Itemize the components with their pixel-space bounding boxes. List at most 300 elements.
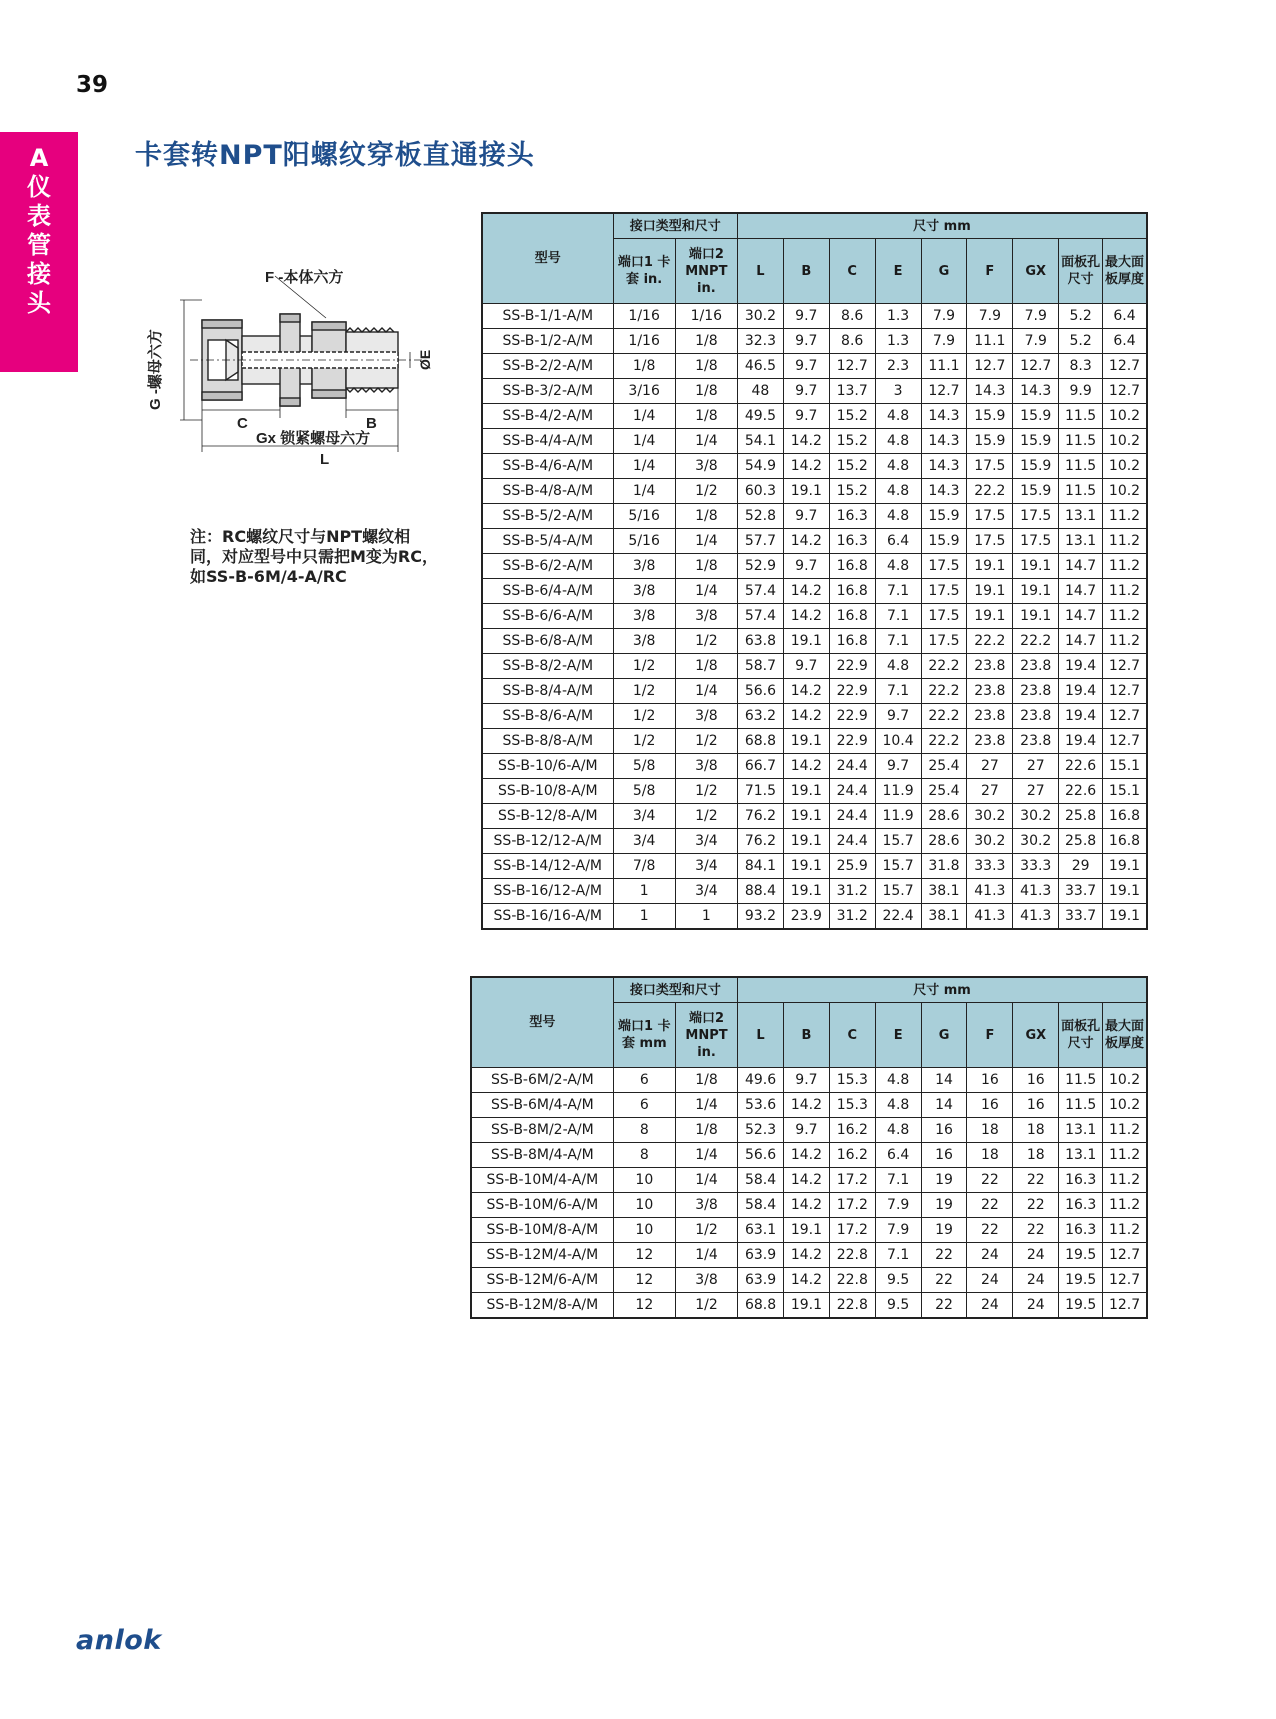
table-cell: 15.2	[829, 404, 875, 429]
model-cell: SS-B-4/2-A/M	[482, 404, 613, 429]
table-cell: 7.9	[1013, 329, 1059, 354]
table-cell: 12.7	[1103, 379, 1147, 404]
table-cell: 22.4	[875, 904, 921, 930]
col-model: 型号	[482, 213, 613, 304]
table-row	[482, 904, 1147, 930]
table-cell: 3/8	[613, 554, 675, 579]
diagram-label-c: C	[237, 415, 248, 432]
table-cell: 29	[1059, 854, 1103, 879]
table-cell: 15.1	[1103, 754, 1147, 779]
table-cell: 14.2	[783, 1268, 829, 1293]
table-cell: 14.2	[783, 429, 829, 454]
table-row	[482, 504, 1147, 529]
table-cell: 57.7	[737, 529, 783, 554]
table-cell: 3/4	[675, 829, 737, 854]
table-cell: 12.7	[1103, 679, 1147, 704]
table-cell: 12.7	[1103, 1293, 1147, 1319]
table-row	[482, 704, 1147, 729]
table-cell: 17.5	[967, 454, 1013, 479]
model-cell: SS-B-4/4-A/M	[482, 429, 613, 454]
table-cell: 30.2	[967, 804, 1013, 829]
table-cell: 9.7	[783, 329, 829, 354]
table-cell: 16.8	[1103, 829, 1147, 854]
table-cell: 31.2	[829, 904, 875, 930]
col-dim-c: C	[829, 239, 875, 304]
table-cell: 54.1	[737, 429, 783, 454]
table-cell: 1/4	[675, 1168, 737, 1193]
table-cell: 14.2	[783, 1193, 829, 1218]
table-cell: 49.5	[737, 404, 783, 429]
brand-logo: anlok	[76, 1625, 162, 1656]
table-cell: 3/8	[675, 604, 737, 629]
table-cell: 8.3	[1059, 354, 1103, 379]
table-cell: 17.5	[921, 629, 967, 654]
table-cell: 41.3	[967, 879, 1013, 904]
table-cell: 58.4	[738, 1168, 784, 1193]
table-cell: 93.2	[737, 904, 783, 930]
table-cell: 24	[1013, 1243, 1059, 1268]
table-cell: 63.9	[738, 1243, 784, 1268]
table-cell: 11.9	[875, 804, 921, 829]
table-cell: 17.5	[1013, 529, 1059, 554]
table-cell: 7.9	[967, 304, 1013, 329]
table-cell: 19.5	[1059, 1243, 1103, 1268]
table-cell: 24	[967, 1293, 1013, 1319]
table-cell: 19.5	[1059, 1293, 1103, 1319]
table-cell: 10	[613, 1168, 675, 1193]
table-cell: 63.9	[738, 1268, 784, 1293]
table-cell: 12.7	[967, 354, 1013, 379]
col-model: 型号	[471, 977, 613, 1068]
table-cell: 1/16	[613, 304, 675, 329]
table-cell: 22	[967, 1193, 1013, 1218]
model-cell: SS-B-12M/6-A/M	[471, 1268, 613, 1293]
table-cell: 22.9	[829, 729, 875, 754]
table-cell: 9.7	[875, 754, 921, 779]
table-cell: 9.7	[783, 1068, 829, 1093]
table-cell: 17.5	[967, 529, 1013, 554]
table-row	[471, 1093, 1147, 1118]
model-cell: SS-B-10M/6-A/M	[471, 1193, 613, 1218]
table-cell: 5.2	[1059, 329, 1103, 354]
table-cell: 9.7	[783, 354, 829, 379]
table-cell: 22	[1013, 1193, 1059, 1218]
table-cell: 1/2	[613, 729, 675, 754]
table-cell: 41.3	[967, 904, 1013, 930]
table-cell: 7.1	[875, 629, 921, 654]
table-cell: 33.7	[1059, 879, 1103, 904]
table-cell: 13.1	[1059, 1143, 1103, 1168]
table-row	[471, 1168, 1147, 1193]
model-cell: SS-B-16/16-A/M	[482, 904, 613, 930]
table-row	[482, 629, 1147, 654]
table-cell: 23.8	[967, 679, 1013, 704]
spec-table-inch	[481, 212, 1148, 930]
table-cell: 15.2	[829, 479, 875, 504]
model-cell: SS-B-14/12-A/M	[482, 854, 613, 879]
table-cell: 22	[921, 1243, 967, 1268]
table-cell: 14.3	[967, 379, 1013, 404]
table-cell: 4.8	[875, 429, 921, 454]
table-cell: 17.2	[829, 1168, 875, 1193]
table-cell: 4.8	[875, 454, 921, 479]
table-cell: 1/4	[675, 1093, 737, 1118]
table-cell: 22.2	[921, 654, 967, 679]
table-cell: 63.1	[738, 1218, 784, 1243]
table-cell: 5/16	[613, 504, 675, 529]
table-row	[482, 729, 1147, 754]
table-row	[482, 479, 1147, 504]
table-row	[471, 1118, 1147, 1143]
table-cell: 13.1	[1059, 529, 1103, 554]
table-cell: 22.9	[829, 679, 875, 704]
table-cell: 17.5	[1013, 504, 1059, 529]
table-cell: 1/2	[675, 1293, 737, 1319]
table-cell: 10.4	[875, 729, 921, 754]
table-cell: 38.1	[921, 879, 967, 904]
table-cell: 1/8	[675, 1068, 737, 1093]
table-cell: 11.2	[1103, 1168, 1147, 1193]
fitting-diagram	[140, 260, 470, 490]
table-cell: 56.6	[738, 1143, 784, 1168]
table-cell: 14.7	[1059, 629, 1103, 654]
model-cell: SS-B-8/4-A/M	[482, 679, 613, 704]
table-cell: 15.9	[1013, 404, 1059, 429]
model-cell: SS-B-5/2-A/M	[482, 504, 613, 529]
table-cell: 84.1	[737, 854, 783, 879]
table-cell: 1/4	[613, 429, 675, 454]
table-cell: 11.2	[1103, 529, 1147, 554]
table-cell: 22	[921, 1268, 967, 1293]
table-cell: 1/8	[675, 379, 737, 404]
table-cell: 12.7	[1103, 354, 1147, 379]
table-cell: 7.1	[875, 1168, 921, 1193]
table-cell: 14.2	[783, 579, 829, 604]
table-cell: 3/4	[675, 879, 737, 904]
table-cell: 1.3	[875, 304, 921, 329]
table-cell: 24.4	[829, 754, 875, 779]
table-row	[471, 1193, 1147, 1218]
table-cell: 16	[921, 1118, 967, 1143]
table-cell: 24	[1013, 1268, 1059, 1293]
table-cell: 19.4	[1059, 679, 1103, 704]
table-cell: 14.2	[783, 529, 829, 554]
table-cell: 4.8	[875, 504, 921, 529]
table-cell: 24	[967, 1268, 1013, 1293]
table-cell: 7.9	[921, 329, 967, 354]
table-cell: 17.2	[829, 1218, 875, 1243]
table-cell: 1/2	[675, 1218, 737, 1243]
col-group-port: 接口类型和尺寸	[613, 977, 737, 1003]
section-tab-char: 管	[27, 231, 51, 259]
model-cell: SS-B-10M/4-A/M	[471, 1168, 613, 1193]
table-cell: 12	[613, 1243, 675, 1268]
table-cell: 15.3	[829, 1093, 875, 1118]
table-cell: 11.2	[1103, 629, 1147, 654]
table-cell: 14.7	[1059, 579, 1103, 604]
table-cell: 22	[967, 1218, 1013, 1243]
table-cell: 23.9	[783, 904, 829, 930]
model-cell: SS-B-4/8-A/M	[482, 479, 613, 504]
col-dim-gx: GX	[1013, 1003, 1059, 1068]
table-row	[482, 304, 1147, 329]
table-cell: 12.7	[1103, 1243, 1147, 1268]
table-cell: 17.5	[967, 504, 1013, 529]
table-cell: 71.5	[737, 779, 783, 804]
table-cell: 1/4	[675, 1143, 737, 1168]
table-cell: 14.2	[783, 1093, 829, 1118]
table-cell: 8.6	[829, 329, 875, 354]
table-cell: 7.1	[875, 1243, 921, 1268]
table-cell: 1	[613, 879, 675, 904]
table-cell: 16	[967, 1068, 1013, 1093]
table-cell: 19.1	[1103, 879, 1147, 904]
table-cell: 6.4	[1103, 304, 1147, 329]
model-cell: SS-B-6/6-A/M	[482, 604, 613, 629]
page-title: 卡套转NPT阳螺纹穿板直通接头	[135, 140, 535, 171]
col-dim-panel-hole: 面板孔尺寸	[1059, 239, 1103, 304]
table-cell: 19.1	[783, 829, 829, 854]
table-row	[471, 1143, 1147, 1168]
table-cell: 1/8	[613, 354, 675, 379]
table-row	[471, 1293, 1147, 1319]
table-cell: 1/8	[675, 329, 737, 354]
model-cell: SS-B-10M/8-A/M	[471, 1218, 613, 1243]
table-cell: 9.7	[783, 379, 829, 404]
table-cell: 11.2	[1103, 604, 1147, 629]
table-cell: 1/2	[675, 629, 737, 654]
table-cell: 14.3	[921, 429, 967, 454]
section-tab-char: 仪	[27, 173, 51, 201]
table-cell: 7.9	[921, 304, 967, 329]
table-cell: 3/8	[675, 754, 737, 779]
table-cell: 23.8	[1013, 654, 1059, 679]
table-cell: 33.7	[1059, 904, 1103, 930]
model-cell: SS-B-12/8-A/M	[482, 804, 613, 829]
table-cell: 13.1	[1059, 1118, 1103, 1143]
table-cell: 14.3	[921, 404, 967, 429]
table-cell: 22	[1013, 1218, 1059, 1243]
table-cell: 9.7	[783, 654, 829, 679]
table-cell: 17.5	[921, 554, 967, 579]
table-cell: 12.7	[1013, 354, 1059, 379]
table-cell: 53.6	[738, 1093, 784, 1118]
table-cell: 16.8	[1103, 804, 1147, 829]
table-cell: 1/4	[675, 529, 737, 554]
table-cell: 19.1	[783, 629, 829, 654]
table-cell: 31.2	[829, 879, 875, 904]
table-cell: 16	[1013, 1093, 1059, 1118]
table-cell: 1/4	[675, 579, 737, 604]
table-cell: 11.5	[1059, 479, 1103, 504]
table-cell: 9.9	[1059, 379, 1103, 404]
table-cell: 10.2	[1103, 429, 1147, 454]
table-cell: 11.2	[1103, 579, 1147, 604]
table-cell: 57.4	[737, 604, 783, 629]
table-cell: 5/8	[613, 779, 675, 804]
table-cell: 11.2	[1103, 504, 1147, 529]
table-cell: 1/2	[675, 479, 737, 504]
table-cell: 3/4	[613, 829, 675, 854]
table-cell: 22.8	[829, 1293, 875, 1319]
table-cell: 30.2	[1013, 804, 1059, 829]
table-cell: 3/4	[675, 854, 737, 879]
table-cell: 16.2	[829, 1143, 875, 1168]
table-cell: 1/4	[675, 429, 737, 454]
table-cell: 2.3	[875, 354, 921, 379]
table-cell: 16.8	[829, 629, 875, 654]
model-cell: SS-B-10/6-A/M	[482, 754, 613, 779]
table-cell: 10.2	[1103, 1093, 1147, 1118]
table-cell: 24.4	[829, 779, 875, 804]
table-cell: 23.8	[1013, 679, 1059, 704]
table-cell: 22	[967, 1168, 1013, 1193]
table-cell: 3/16	[613, 379, 675, 404]
table-cell: 4.8	[875, 554, 921, 579]
table-cell: 8	[613, 1143, 675, 1168]
table-cell: 1/2	[613, 679, 675, 704]
table-cell: 6.4	[875, 529, 921, 554]
col-dim-panel-hole: 面板孔尺寸	[1059, 1003, 1103, 1068]
table-cell: 56.6	[737, 679, 783, 704]
table-cell: 22.6	[1059, 754, 1103, 779]
table-cell: 19.1	[1013, 579, 1059, 604]
table-cell: 1/8	[675, 404, 737, 429]
table-row	[482, 679, 1147, 704]
table-cell: 60.3	[737, 479, 783, 504]
table-cell: 1/16	[675, 304, 737, 329]
table-row	[482, 804, 1147, 829]
model-cell: SS-B-4/6-A/M	[482, 454, 613, 479]
table-cell: 52.8	[737, 504, 783, 529]
table-cell: 15.9	[1013, 479, 1059, 504]
table-cell: 4.8	[875, 479, 921, 504]
table-cell: 22.2	[921, 729, 967, 754]
table-cell: 15.9	[967, 404, 1013, 429]
diagram-label-g: G -螺母六方	[147, 329, 164, 410]
table-cell: 15.9	[921, 504, 967, 529]
table-cell: 11.5	[1059, 1093, 1103, 1118]
table-cell: 19.1	[1013, 554, 1059, 579]
table-row	[482, 404, 1147, 429]
table-cell: 11.5	[1059, 404, 1103, 429]
table-cell: 30.2	[967, 829, 1013, 854]
col-dim-f: F	[967, 239, 1013, 304]
table-cell: 22.2	[967, 479, 1013, 504]
table-cell: 19.4	[1059, 704, 1103, 729]
table-cell: 9.5	[875, 1293, 921, 1319]
table-cell: 76.2	[737, 829, 783, 854]
table-row	[482, 554, 1147, 579]
table-cell: 28.6	[921, 804, 967, 829]
table-cell: 63.8	[737, 629, 783, 654]
table-cell: 22.2	[1013, 629, 1059, 654]
col-group-port: 接口类型和尺寸	[613, 213, 737, 239]
col-group-dim: 尺寸 mm	[737, 213, 1147, 239]
table-cell: 19.5	[1059, 1268, 1103, 1293]
table-cell: 1/8	[675, 654, 737, 679]
table-cell: 14.2	[783, 1168, 829, 1193]
table-cell: 15.7	[875, 879, 921, 904]
table-cell: 19.1	[783, 1293, 829, 1319]
table-cell: 6	[613, 1093, 675, 1118]
table-cell: 1.3	[875, 329, 921, 354]
table-cell: 16	[921, 1143, 967, 1168]
table-cell: 10.2	[1103, 404, 1147, 429]
col-dim-f: F	[967, 1003, 1013, 1068]
table-cell: 13.7	[829, 379, 875, 404]
table-cell: 58.7	[737, 654, 783, 679]
table-cell: 5/8	[613, 754, 675, 779]
table-cell: 3/8	[675, 704, 737, 729]
table-row	[482, 604, 1147, 629]
table-cell: 30.2	[737, 304, 783, 329]
table-cell: 17.2	[829, 1193, 875, 1218]
table-cell: 22.9	[829, 654, 875, 679]
table-cell: 25.9	[829, 854, 875, 879]
table-cell: 11.5	[1059, 429, 1103, 454]
table-cell: 3/8	[675, 1268, 737, 1293]
table-cell: 22.2	[921, 704, 967, 729]
col-dim-c: C	[829, 1003, 875, 1068]
table-cell: 1/2	[613, 654, 675, 679]
diagram-label-l: L	[320, 451, 330, 468]
table-cell: 33.3	[967, 854, 1013, 879]
table-cell: 14.2	[783, 604, 829, 629]
table-cell: 1/4	[613, 479, 675, 504]
table-cell: 12.7	[1103, 704, 1147, 729]
table-cell: 54.9	[737, 454, 783, 479]
section-tab-char: 表	[27, 202, 51, 230]
table-cell: 16.8	[829, 604, 875, 629]
table-cell: 4.8	[875, 404, 921, 429]
table-cell: 9.7	[783, 554, 829, 579]
table-cell: 16.8	[829, 554, 875, 579]
table-cell: 22	[1013, 1168, 1059, 1193]
table-cell: 15.9	[1013, 454, 1059, 479]
table-row	[482, 454, 1147, 479]
table-cell: 19.1	[783, 854, 829, 879]
table-cell: 9.7	[783, 1118, 829, 1143]
table-cell: 1/16	[613, 329, 675, 354]
table-cell: 19.1	[1103, 904, 1147, 930]
model-cell: SS-B-12M/4-A/M	[471, 1243, 613, 1268]
table-cell: 52.3	[738, 1118, 784, 1143]
table-cell: 14.2	[783, 704, 829, 729]
table-cell: 14.2	[783, 679, 829, 704]
table-cell: 19	[921, 1193, 967, 1218]
table-cell: 12.7	[921, 379, 967, 404]
table-cell: 32.3	[737, 329, 783, 354]
table-cell: 7.1	[875, 604, 921, 629]
table-cell: 11.5	[1059, 1068, 1103, 1093]
table-row	[482, 429, 1147, 454]
table-cell: 68.8	[738, 1293, 784, 1319]
table-cell: 14.2	[783, 454, 829, 479]
table-cell: 22.8	[829, 1243, 875, 1268]
table-cell: 16.3	[1059, 1168, 1103, 1193]
table-cell: 4.8	[875, 1068, 921, 1093]
table-row	[482, 829, 1147, 854]
table-cell: 14	[921, 1068, 967, 1093]
table-cell: 46.5	[737, 354, 783, 379]
table-cell: 16.3	[1059, 1193, 1103, 1218]
col-dim-max-panel: 最大面板厚度	[1103, 239, 1147, 304]
table-cell: 11.1	[967, 329, 1013, 354]
col-port2: 端口2 MNPT in.	[675, 1003, 737, 1068]
table-cell: 11.9	[875, 779, 921, 804]
table-cell: 15.2	[829, 454, 875, 479]
